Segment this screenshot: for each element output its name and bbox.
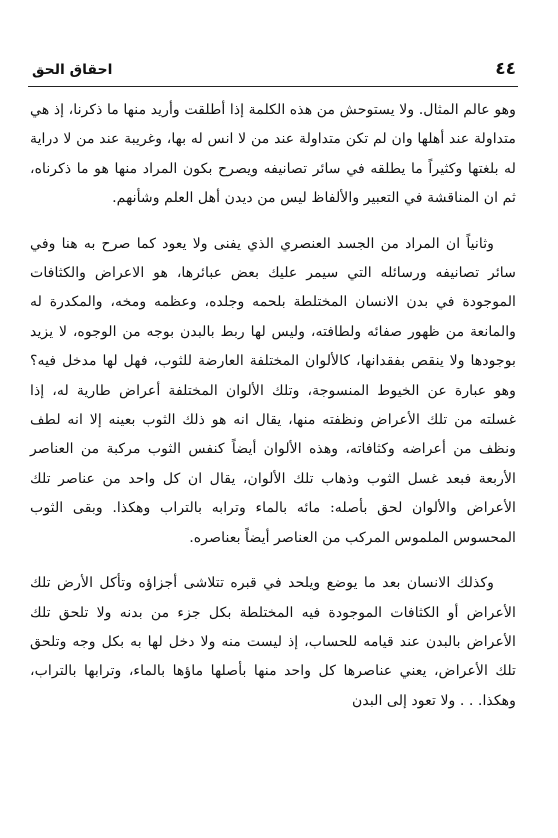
page-number: ٤٤	[495, 59, 516, 79]
paragraph: وثانياً ان المراد من الجسد العنصري الذي يفنى ولا يعود كما صرح به هنا وفي سائر تصانيفه ورسائله التي سيمر عليك بعض عبائرها، هو الاعراض والكثافات الموجودة في بدن الانسان المختلطة بلحمه وجلده، وعظمه ومخه، والمكدرة له والمانعة من ظهور صفائه ولطافته، وليس لها ربط بالبدن بوجه من الوجوه، لا يزيد بوجودها ولا ينقص بفقدانها، كالألوان المختلفة العارضة للثوب، فهل لها مدخل فيه؟ وهو عبارة عن الخيوط المنسوجة، وتلك الألوان المختلفة أعراض طارية له، إذا غسلته من تلك الأعراض ونظفته منها، يقال انه هو ذلك الثوب بعينه إلا انه لطف ونظف من أعراضه وكثافاته، وهذه الألوان أيضاً كنفس الثوب مركبة من العناصر الأربعة فبعد غسل الثوب وذهاب تلك الألوان، يقال ان كل واحد من عناصر تلك الأعراض والألوان لحق بأصله: مائه بالماء وترابه بالتراب وهكذا. وبقى الثوب المحسوس الملموس المركب من العناصر أيضاً بعناصره.	[30, 235, 516, 546]
body-text	[30, 96, 516, 716]
paragraph: وكذلك الانسان بعد ما يوضع ويلحد في قبره تتلاشى أجزاؤه وتأكل الأرض تلك الأعراض أو الكثافات الموجودة فيه المختلطة بكل جزء من بدنه ولا تلحق تلك الأعراض بالبدن عند قيامه للحساب، إذ ليست منه ولا دخل لها به بكل وجه وتلحق تلك الأعراض، يعني عناصرها كل واحد منها بأصلها ماؤها بالماء، وترابها بالتراب، وهكذا. . . ولا تعود إلى البدن	[30, 575, 516, 709]
running-title: احقاق الحق	[32, 62, 113, 78]
page-header	[28, 58, 518, 87]
paragraph: وهو عالم المثال. ولا يستوحش من هذه الكلمة إذا أطلقت وأريد منها ما ذكرنا، إذ هي متداولة عند أهلها وان لم تكن متداولة عند من لا انس له بها، وغريبة عند من لا دراية له بلغتها وكثيراً ما يطلقه في سائر تصانيفه ويصرح بكون المراد منها هو ما ذكرناه، ثم ان المناقشة في التعبير والألفاظ ليس من ديدن أهل العلم وشأنهم.	[30, 102, 516, 207]
